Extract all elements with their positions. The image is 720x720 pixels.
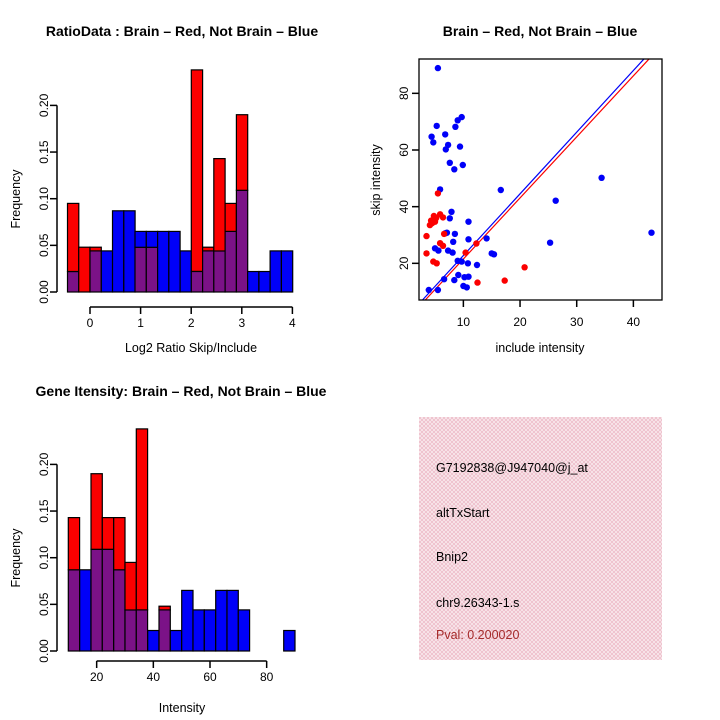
- scatter-point-blue: [459, 114, 465, 120]
- scatter-point-blue: [451, 166, 457, 172]
- hist-bar: [214, 251, 225, 292]
- hist-bar: [80, 570, 91, 651]
- scatter-point-red: [462, 249, 468, 255]
- y-tick-label: 0.05: [37, 233, 52, 257]
- gene-histogram-bars: [68, 429, 295, 651]
- x-tick-label: 3: [238, 316, 246, 330]
- intensity-scatter-xlabel: include intensity: [495, 341, 585, 355]
- gene-histogram-title: Gene Itensity: Brain – Red, Not Brain – Blue: [35, 383, 327, 399]
- scatter-point-blue: [498, 187, 504, 193]
- hist-bar: [79, 247, 90, 292]
- hist-bar: [136, 429, 147, 610]
- scatter-point-blue: [457, 143, 463, 149]
- ratio-histogram-bars: [68, 70, 293, 292]
- scatter-point-blue: [547, 240, 553, 246]
- scatter-point-blue: [465, 236, 471, 242]
- hist-bar: [214, 159, 225, 251]
- scatter-point-blue: [434, 123, 440, 129]
- y-tick-label: 60: [397, 143, 412, 157]
- y-tick-label: 0.05: [37, 592, 52, 616]
- hist-bar: [284, 631, 295, 652]
- hist-bar: [125, 610, 136, 651]
- hist-bar: [225, 203, 236, 231]
- y-tick-label: 0.20: [37, 93, 51, 118]
- scatter-point-blue: [455, 272, 461, 278]
- hist-bar: [180, 251, 191, 292]
- hist-bar: [135, 247, 146, 292]
- hist-bar: [159, 606, 170, 610]
- scatter-point-red: [433, 215, 439, 221]
- scatter-point-red: [473, 240, 479, 246]
- scatter-point-blue: [452, 231, 458, 237]
- ratio-histogram-title: RatioData : Brain – Red, Not Brain – Blue: [45, 23, 319, 39]
- hist-bar: [170, 631, 181, 652]
- scatter-point-blue: [442, 131, 448, 137]
- hist-bar: [68, 203, 79, 271]
- location-text: chr9.26343-1.s: [436, 596, 520, 610]
- hist-bar: [259, 272, 270, 293]
- hist-bar: [90, 251, 101, 292]
- x-tick-label: 1: [137, 316, 144, 330]
- hist-bar: [236, 190, 247, 292]
- hist-bar: [169, 231, 180, 292]
- scatter-point-blue: [459, 258, 465, 264]
- hist-bar: [102, 518, 113, 550]
- scatter-point-blue: [426, 287, 432, 293]
- x-tick-label: 80: [259, 670, 274, 684]
- scatter-point-blue: [430, 139, 436, 145]
- scatter-point-blue: [474, 262, 480, 268]
- hist-bar: [125, 562, 136, 610]
- scatter-point-blue: [441, 276, 447, 282]
- scatter-point-red: [440, 243, 446, 249]
- ratio-histogram-xlabel: Log2 Ratio Skip/Include: [124, 341, 258, 355]
- scatter-point-red: [423, 250, 429, 256]
- scatter-point-blue: [465, 260, 471, 266]
- x-tick-label: 2: [187, 316, 195, 330]
- scatter-point-blue: [451, 277, 457, 283]
- hist-bar: [68, 518, 79, 570]
- hist-bar: [101, 251, 112, 292]
- intensity-scatter-plot: [423, 59, 655, 300]
- scatter-point-red: [521, 264, 527, 270]
- probe-id-text: G7192838@J947040@j_at: [436, 461, 588, 475]
- hist-bar: [68, 272, 79, 293]
- hist-bar: [91, 474, 102, 550]
- hist-bar: [91, 549, 102, 651]
- scatter-point-blue: [464, 284, 470, 290]
- fit-line-blue: [423, 59, 644, 300]
- x-tick-label: 0: [86, 316, 94, 330]
- hist-bar: [204, 610, 215, 651]
- x-tick-label: 40: [146, 670, 161, 684]
- gene-histogram-xlabel: Intensity: [158, 701, 206, 715]
- y-tick-label: 40: [396, 200, 411, 214]
- x-tick-label: 20: [89, 670, 104, 684]
- hist-bar: [135, 231, 146, 247]
- y-tick-label: 0.15: [36, 499, 51, 523]
- hist-bar: [90, 247, 101, 251]
- hist-bar: [102, 549, 113, 651]
- hist-bar: [146, 247, 157, 292]
- x-tick-label: 30: [570, 315, 584, 329]
- scatter-point-blue: [435, 247, 441, 253]
- scatter-point-red: [502, 277, 508, 283]
- hist-bar: [281, 251, 292, 292]
- y-tick-label: 80: [397, 86, 412, 100]
- hist-bar: [68, 570, 79, 651]
- scatter-point-blue: [465, 274, 471, 280]
- hist-bar: [114, 570, 125, 651]
- scatter-point-blue: [491, 251, 497, 257]
- scatter-point-red: [434, 260, 440, 266]
- scatter-point-blue: [553, 198, 559, 204]
- ratio-histogram-panel: [0, 0, 360, 360]
- hist-bar: [191, 272, 202, 293]
- event-type-text: altTxStart: [436, 506, 490, 520]
- y-tick-label: 0.15: [36, 140, 51, 164]
- scatter-point-blue: [449, 249, 455, 255]
- intensity-scatter-panel: [360, 0, 720, 360]
- x-tick-label: 4: [289, 316, 296, 330]
- hist-bar: [203, 247, 214, 251]
- ratio-histogram-ylabel: Frequency: [9, 169, 23, 229]
- scatter-point-red: [441, 231, 447, 237]
- hist-bar: [182, 590, 193, 651]
- scatter-point-blue: [447, 160, 453, 166]
- x-tick-label: 40: [626, 315, 641, 329]
- y-tick-label: 0.10: [37, 546, 51, 570]
- hist-bar: [248, 272, 259, 293]
- gene-name-text: Bnip2: [436, 550, 468, 564]
- hist-bar: [238, 610, 249, 651]
- scatter-point-blue: [435, 65, 441, 71]
- hist-bar: [146, 231, 157, 247]
- x-tick-label: 20: [513, 315, 527, 329]
- scatter-point-blue: [450, 239, 456, 245]
- y-tick-label: 0.10: [37, 187, 51, 211]
- gene-histogram-panel: [0, 360, 360, 720]
- scatter-point-red: [474, 279, 480, 285]
- hist-bar: [236, 115, 247, 191]
- scatter-point-blue: [460, 162, 466, 168]
- scatter-point-blue: [483, 235, 489, 241]
- hist-bar: [227, 590, 238, 651]
- gene-info-box: [419, 417, 662, 660]
- y-tick-label: 20: [397, 256, 412, 270]
- scatter-point-blue: [428, 134, 434, 140]
- hist-bar: [159, 610, 170, 651]
- scatter-point-blue: [465, 219, 471, 225]
- scatter-point-blue: [598, 175, 604, 181]
- y-tick-label: 0.20: [37, 452, 51, 477]
- scatter-point-blue: [648, 230, 654, 236]
- intensity-scatter-title: Brain – Red, Not Brain – Blue: [442, 23, 638, 39]
- pval-text: Pval: 0.200020: [436, 628, 520, 642]
- hist-bar: [148, 631, 159, 652]
- scatter-point-blue: [443, 146, 449, 152]
- scatter-point-red: [440, 214, 446, 220]
- scatter-point-red: [435, 190, 441, 196]
- scatter-point-red: [423, 233, 429, 239]
- x-tick-label: 60: [203, 670, 217, 684]
- hist-bar: [203, 251, 214, 292]
- hist-bar: [270, 251, 281, 292]
- scatter-point-blue: [435, 287, 441, 293]
- hist-bar: [191, 70, 202, 272]
- scatter-point-red: [429, 220, 435, 226]
- hist-bar: [158, 231, 169, 292]
- hist-bar: [225, 231, 236, 292]
- x-tick-label: 10: [456, 315, 471, 329]
- hist-bar: [216, 590, 227, 651]
- hist-bar: [136, 610, 147, 651]
- hist-bar: [193, 610, 204, 651]
- hist-bar: [124, 211, 135, 292]
- scatter-point-blue: [447, 215, 453, 221]
- hist-bar: [114, 518, 125, 570]
- gene-histogram-ylabel: Frequency: [9, 528, 23, 588]
- y-tick-label: 0.00: [37, 639, 51, 663]
- hist-bar: [113, 211, 124, 292]
- intensity-scatter-ylabel: skip intensity: [369, 144, 383, 216]
- scatter-point-blue: [448, 209, 454, 215]
- scatter-point-blue: [452, 124, 458, 130]
- y-tick-label: 0.00: [37, 280, 51, 304]
